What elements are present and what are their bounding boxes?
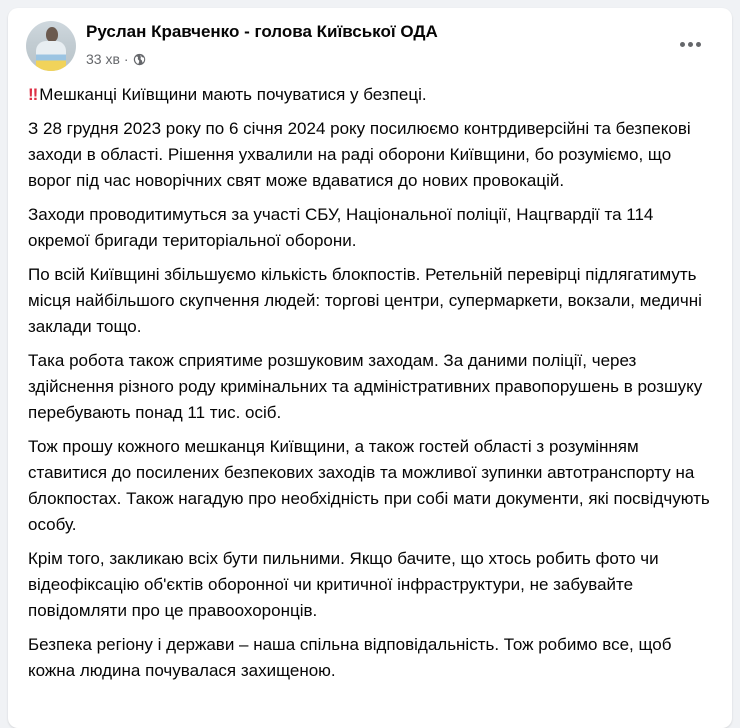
meta-separator: · xyxy=(123,51,129,67)
post-timestamp-link[interactable]: 33 хв xyxy=(86,51,120,67)
post-card xyxy=(8,8,732,728)
double-exclamation-icon: ‼ xyxy=(28,85,37,104)
more-horizontal-icon xyxy=(688,42,693,47)
post-paragraph: Безпека регіону і держави – наша спільна відповідальність. Тож робимо все, щоб кожна людина почувалася захищеною. xyxy=(28,635,672,680)
post-header xyxy=(8,8,732,78)
post-paragraph: Тож прошу кожного мешканця Київщини, а також гостей області з розумінням ставитися до посилених безпекових заходів та можливої зупинки автотранспорту на блокпостах. Також нагадую про необхідність при собі мати документи, які посвідчують особу. xyxy=(28,437,710,534)
post-paragraph: По всій Київщині збільшуємо кількість блокпостів. Ретельній перевірці підлягатимуть місця найбільшого скупчення людей: торгові центри, супермаркети, вокзали, медичні заклади тощо. xyxy=(28,265,702,336)
post-headline xyxy=(28,82,718,108)
avatar-body-shape xyxy=(36,41,66,71)
post-paragraph: Крім того, закликаю всіх бути пильними. Якщо бачите, що хтось робить фото чи відеофіксацію об'єктів оборонної чи критичної інфраструктури, не забувайте повідомляти про це правоохоронців. xyxy=(28,549,659,620)
avatar-head-shape xyxy=(46,27,58,42)
post-meta xyxy=(86,51,146,67)
post-paragraph: Така робота також сприятиме розшуковим заходам. За даними поліції, через здійснення різного роду кримінальних та адміністративних правопорушень в розшуку перебувають понад 11 тис. осіб. xyxy=(28,351,703,422)
more-horizontal-icon xyxy=(680,42,685,47)
globe-icon[interactable] xyxy=(133,53,146,66)
post-paragraph: З 28 грудня 2023 року по 6 січня 2024 року посилюємо контрдиверсійні та безпекові заходи в області. Рішення ухвалили на раді оборони Київщини, бо розуміємо, що ворог під час новорічних свят може вдаватися до нових провокацій. xyxy=(28,119,691,190)
headline-text: Мешканці Київщини мають почуватися у безпеці. xyxy=(39,85,427,104)
author-name-link[interactable]: Руслан Кравченко - голова Київської ОДА xyxy=(86,22,438,41)
post-paragraph: Заходи проводитимуться за участі СБУ, Національної поліції, Нацгвардії та 114 окремої бригади територіальної оборони. xyxy=(28,205,654,250)
post-text xyxy=(28,82,718,692)
more-horizontal-icon xyxy=(696,42,701,47)
author-avatar[interactable] xyxy=(26,21,76,71)
more-options-button[interactable] xyxy=(672,32,708,56)
